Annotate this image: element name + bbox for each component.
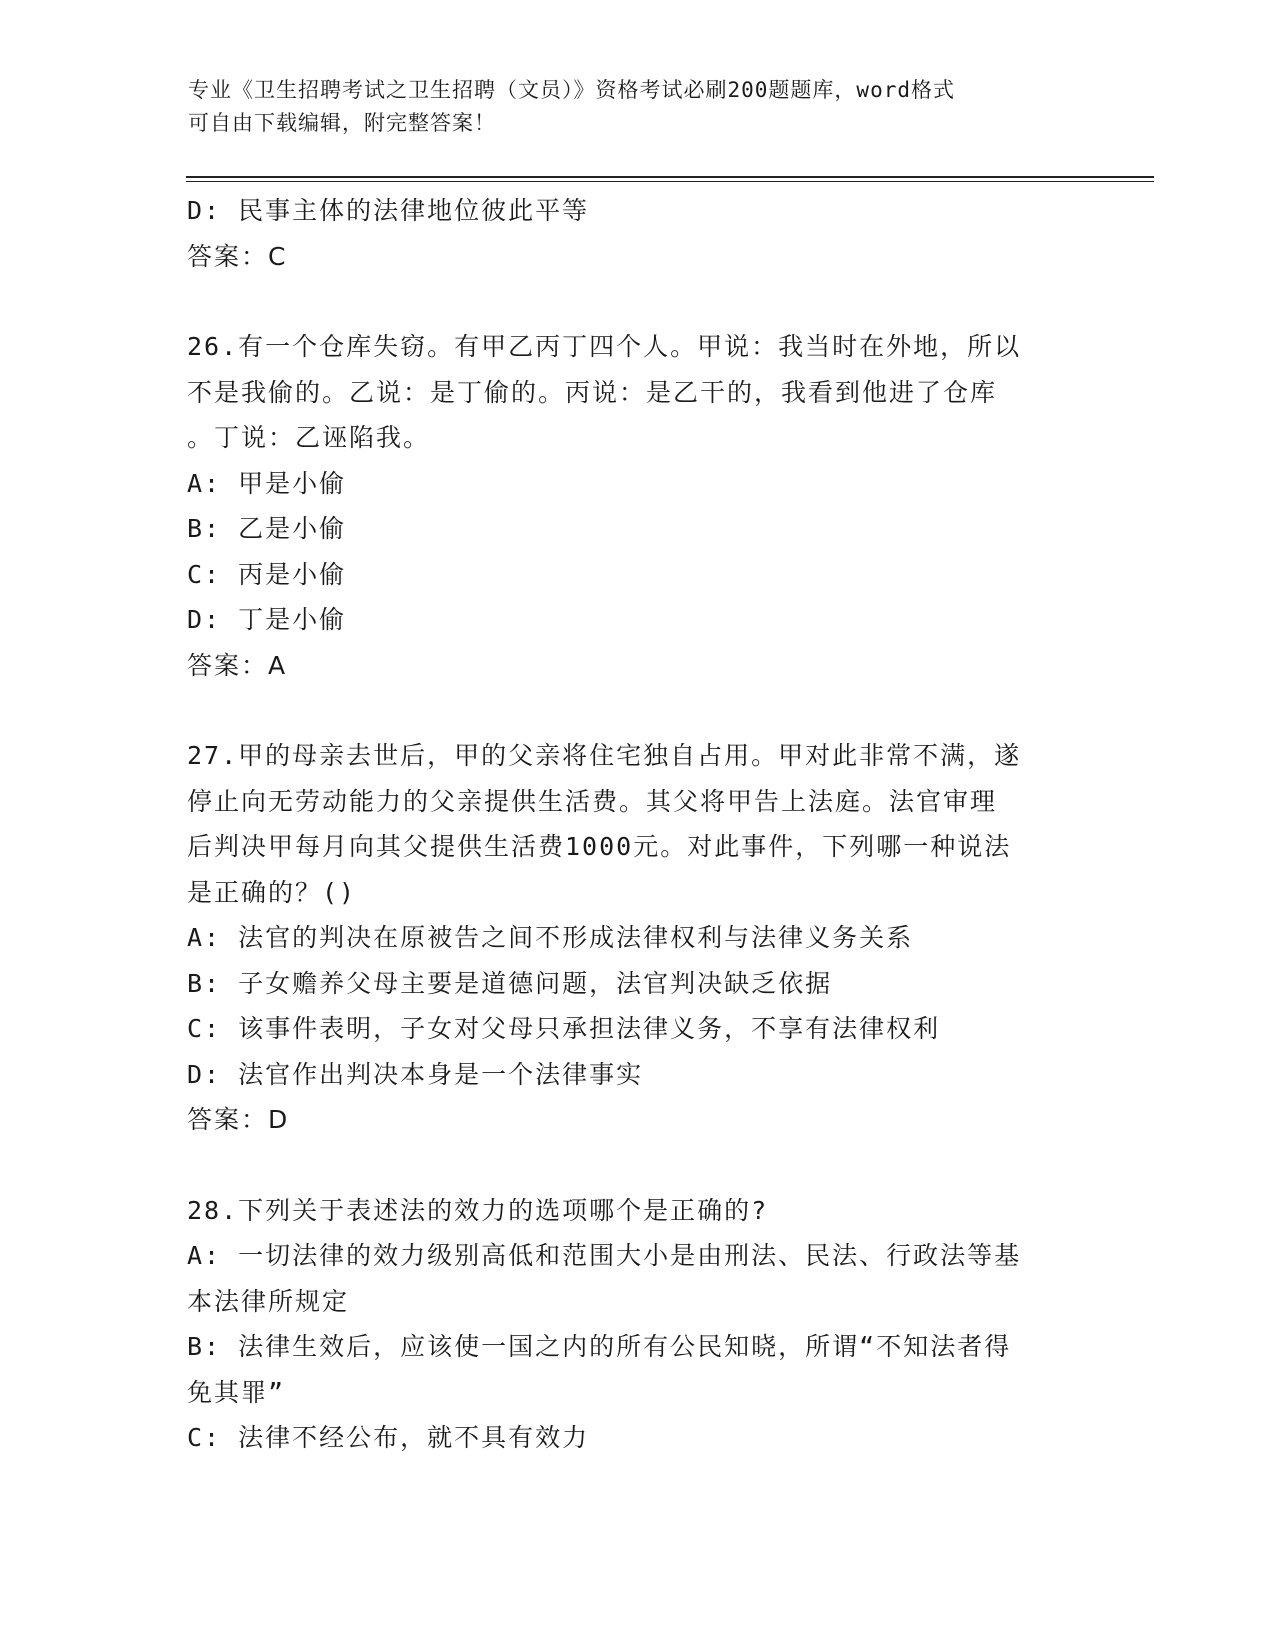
option-d: D: 民事主体的法律地位彼此平等 — [187, 196, 590, 225]
question-block-28 — [187, 1188, 1087, 1461]
option-b: B: 法律生效后，应该使一国之内的所有公民知晓，所谓“不知法者得 — [187, 1332, 1012, 1361]
header-rule-thin — [186, 181, 1154, 182]
header-line-2: 可自由下载编辑，附完整答案！ — [188, 111, 496, 135]
question-text: 停止向无劳动能力的父亲提供生活费。其父将甲告上法庭。法官审理 — [187, 786, 998, 816]
option-d: D: 丁是小偷 — [187, 605, 347, 634]
option-b-continued: 免其罪” — [187, 1377, 286, 1407]
question-block-25 — [187, 188, 1087, 279]
question-block-27 — [187, 733, 1087, 1143]
question-text: 26.有一个仓库失窃。有甲乙丙丁四个人。甲说：我当时在外地，所以 — [187, 332, 1022, 361]
question-block-26 — [187, 324, 1087, 688]
option-a: A: 一切法律的效力级别高低和范围大小是由刑法、民法、行政法等基 — [187, 1241, 1022, 1270]
question-text: 28.下列关于表述法的效力的选项哪个是正确的? — [187, 1195, 769, 1225]
question-text: 。丁说：乙诬陷我。 — [187, 423, 431, 452]
option-b: B: 乙是小偷 — [187, 514, 347, 543]
answer-line: 答案：A — [187, 650, 288, 680]
option-d: D: 法官作出判决本身是一个法律事实 — [187, 1059, 644, 1089]
question-text: 后判决甲每月向其父提供生活费1000元。对此事件，下列哪一种说法 — [187, 832, 1012, 861]
question-text: 不是我偷的。乙说：是丁偷的。丙说：是乙干的，我看到他进了仓库 — [187, 377, 998, 407]
question-text: 是正确的？() — [187, 877, 357, 907]
option-c: C: 丙是小偷 — [187, 559, 347, 589]
question-content — [187, 188, 1087, 1461]
header-line-1: 专业《卫生招聘考试之卫生招聘（文员）》资格考试必刷200题题库，word格式 — [188, 78, 955, 102]
option-c: C: 法律不经公布，就不具有效力 — [187, 1423, 590, 1452]
option-a: A: 法官的判决在原被告之间不形成法律权利与法律义务关系 — [187, 923, 914, 952]
option-b: B: 子女赡养父母主要是道德问题，法官判决缺乏依据 — [187, 968, 833, 998]
option-c: C: 该事件表明，子女对父母只承担法律义务，不享有法律权利 — [187, 1014, 941, 1043]
document-header — [188, 74, 1088, 140]
option-a-continued: 本法律所规定 — [187, 1286, 350, 1316]
question-text: 27.甲的母亲去世后，甲的父亲将住宅独自占用。甲对此非常不满，遂 — [187, 741, 1022, 770]
answer-line: 答案：C — [187, 241, 288, 271]
answer-line: 答案：D — [187, 1105, 290, 1134]
option-a: A: 甲是小偷 — [187, 468, 347, 498]
header-rule-thick — [186, 176, 1154, 178]
